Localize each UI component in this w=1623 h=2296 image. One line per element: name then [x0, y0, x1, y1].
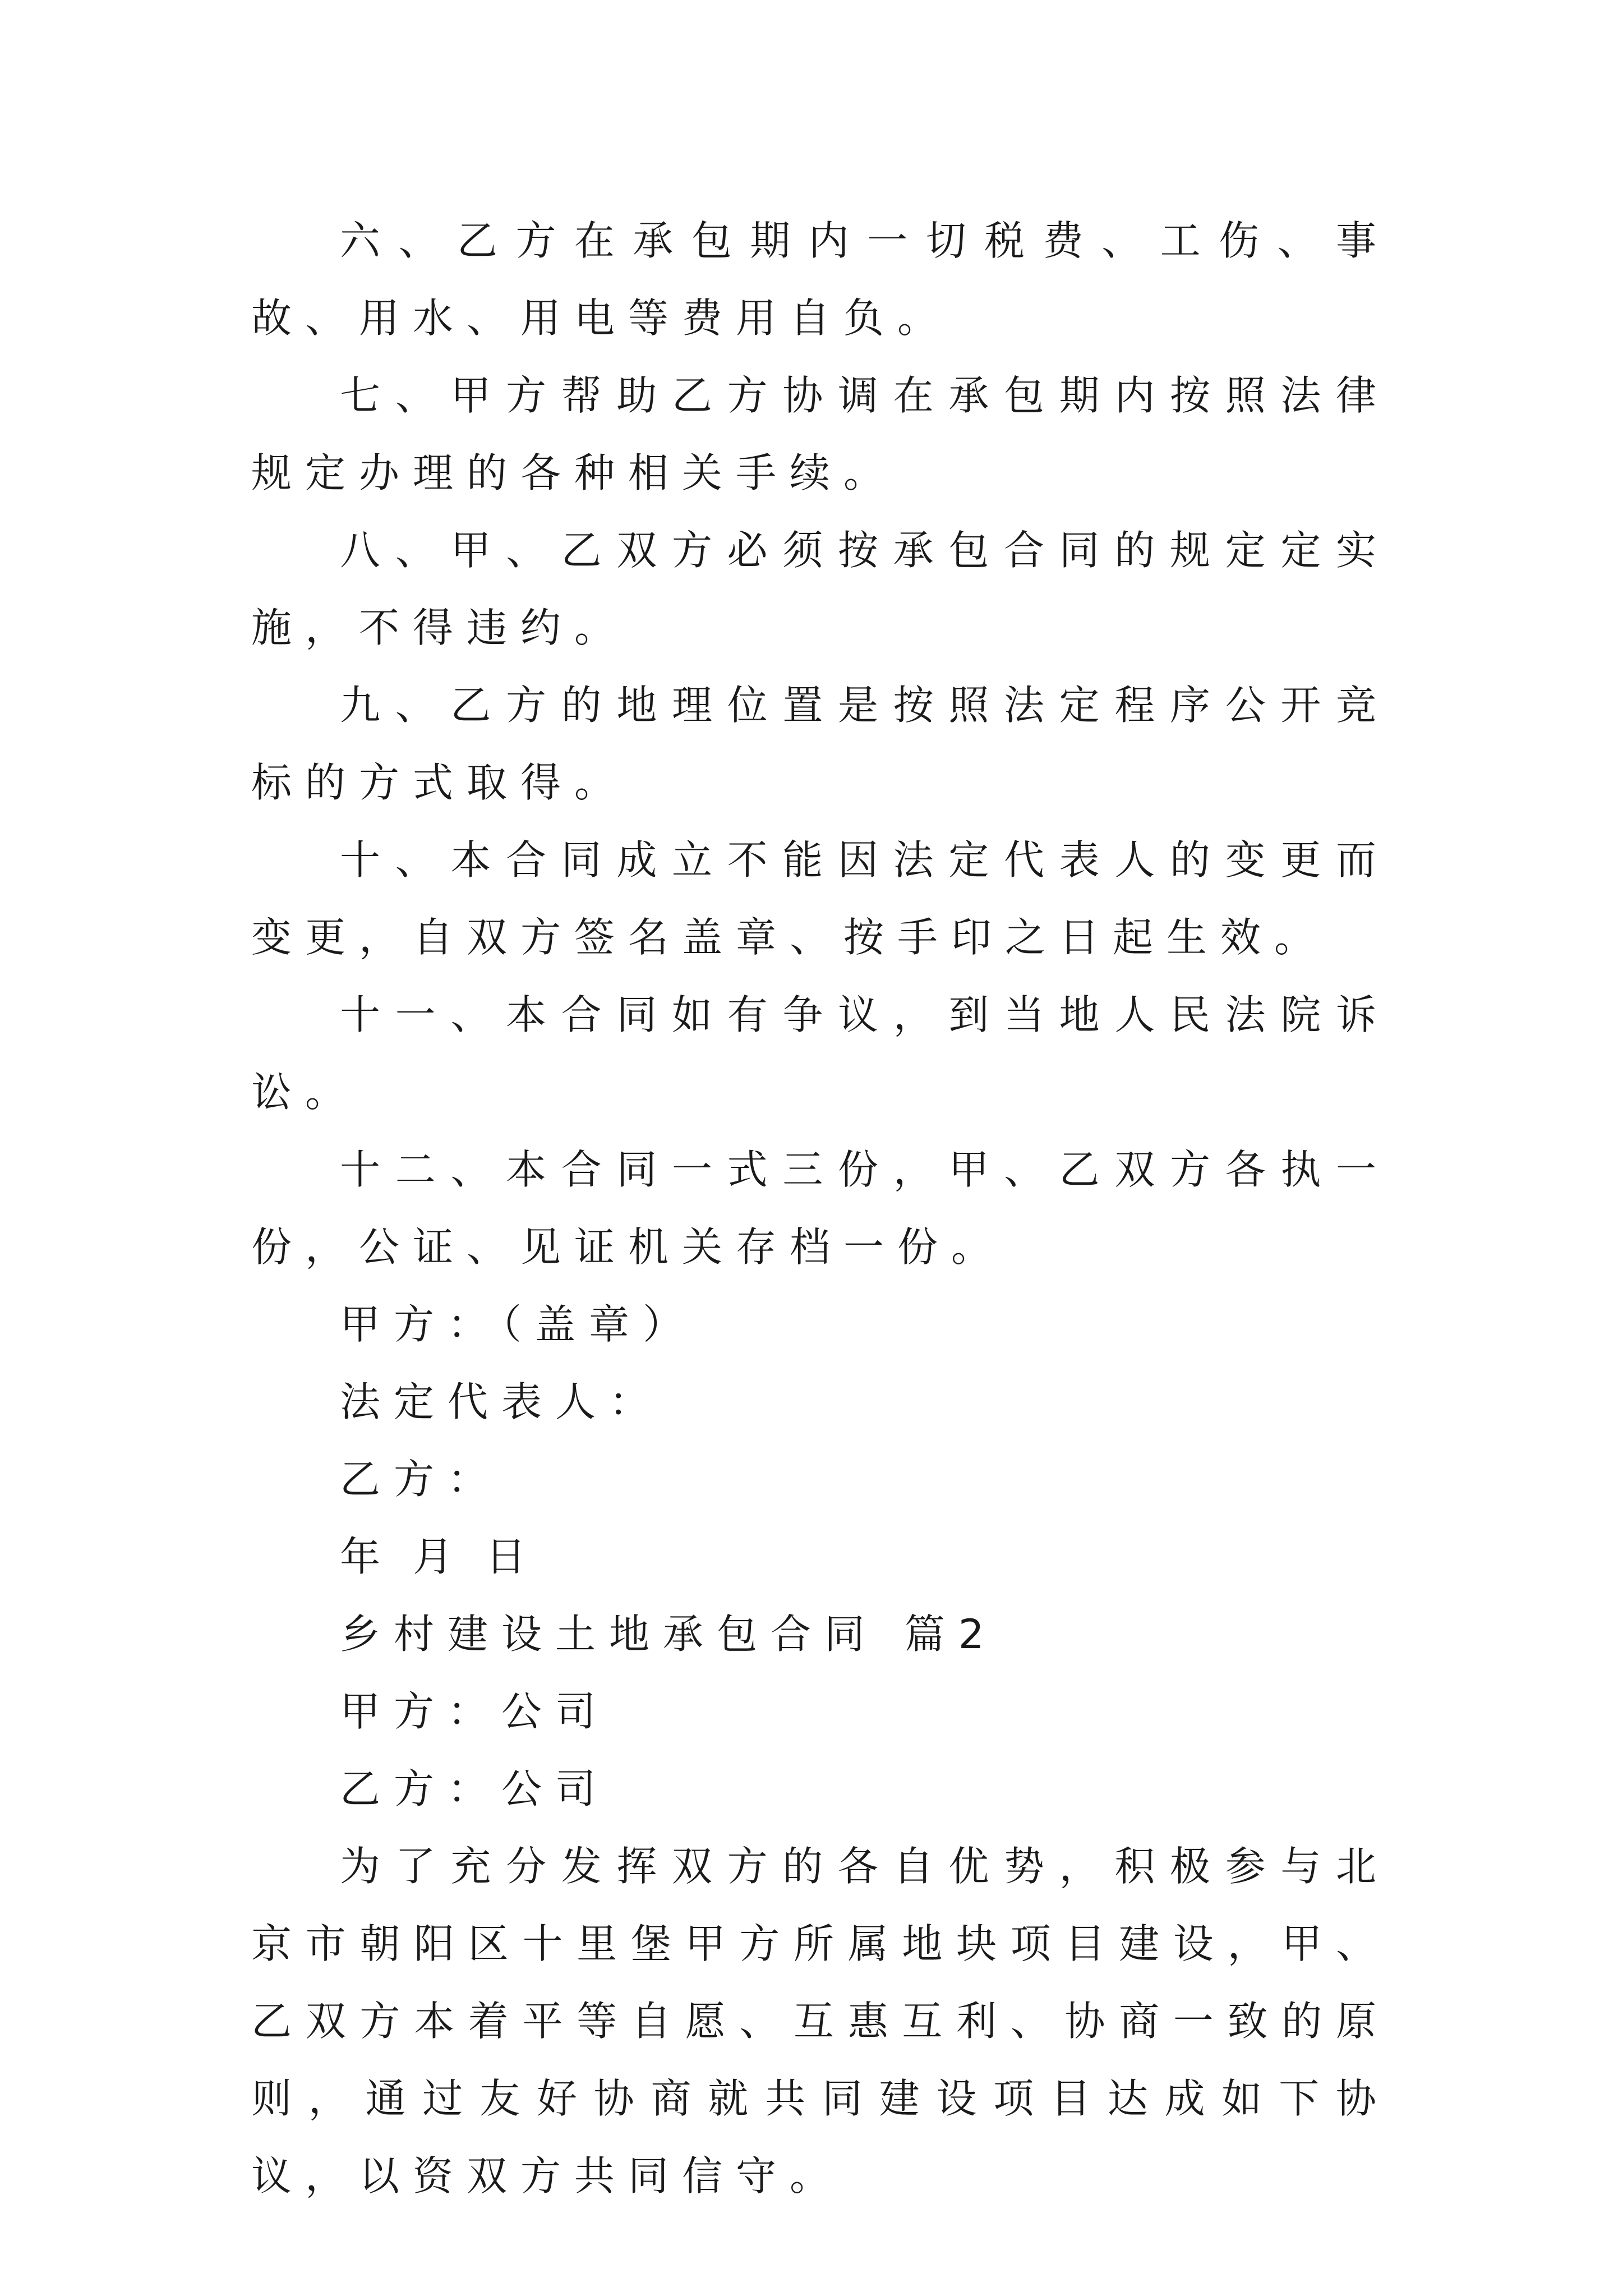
date-year: 年: [340, 1533, 394, 1580]
date-day: 日: [486, 1533, 540, 1580]
clause-10: 十、本合同成立不能因法定代表人的变更而变更，自双方签名盖章、按手印之日起生效。: [251, 836, 1390, 961]
clause-7: 七、甲方帮助乙方协调在承包期内按照法律规定办理的各种相关手续。: [251, 372, 1390, 496]
signature-date: [251, 1518, 1390, 1595]
date-month: 月: [413, 1533, 467, 1580]
signature-party-b: 乙方：: [340, 1456, 502, 1503]
section-2-party-a: 甲方：公司: [340, 1688, 610, 1735]
section-2-party-b: 乙方：公司: [340, 1765, 610, 1812]
section-2-intro: 为了充分发挥双方的各自优势，积极参与北京市朝阳区十里堡甲方所属地块项目建设，甲、乙双方本着平等自愿、互惠互利、协商一致的原则，通过友好协商就共同建设项目达成如下协议，以资双方共同信守。: [251, 1843, 1390, 2200]
clause-12: 十二、本合同一式三份，甲、乙双方各执一份，公证、见证机关存档一份。: [251, 1146, 1390, 1271]
document-body: [251, 202, 1390, 2215]
clause-8: 八、甲、乙双方必须按承包合同的规定定实施，不得违约。: [251, 527, 1390, 651]
section-2-title: 乡村建设土地承包合同 篇2: [340, 1611, 998, 1658]
signature-legal-representative: 法定代表人：: [340, 1378, 663, 1425]
clause-6: 六、乙方在承包期内一切税费、工伤、事故、用水、用电等费用自负。: [251, 217, 1390, 342]
signature-party-a: 甲方：（盖章）: [340, 1301, 697, 1348]
clause-11: 十一、本合同如有争议，到当地人民法院诉讼。: [251, 991, 1390, 1116]
clause-9: 九、乙方的地理位置是按照法定程序公开竞标的方式取得。: [251, 682, 1390, 806]
